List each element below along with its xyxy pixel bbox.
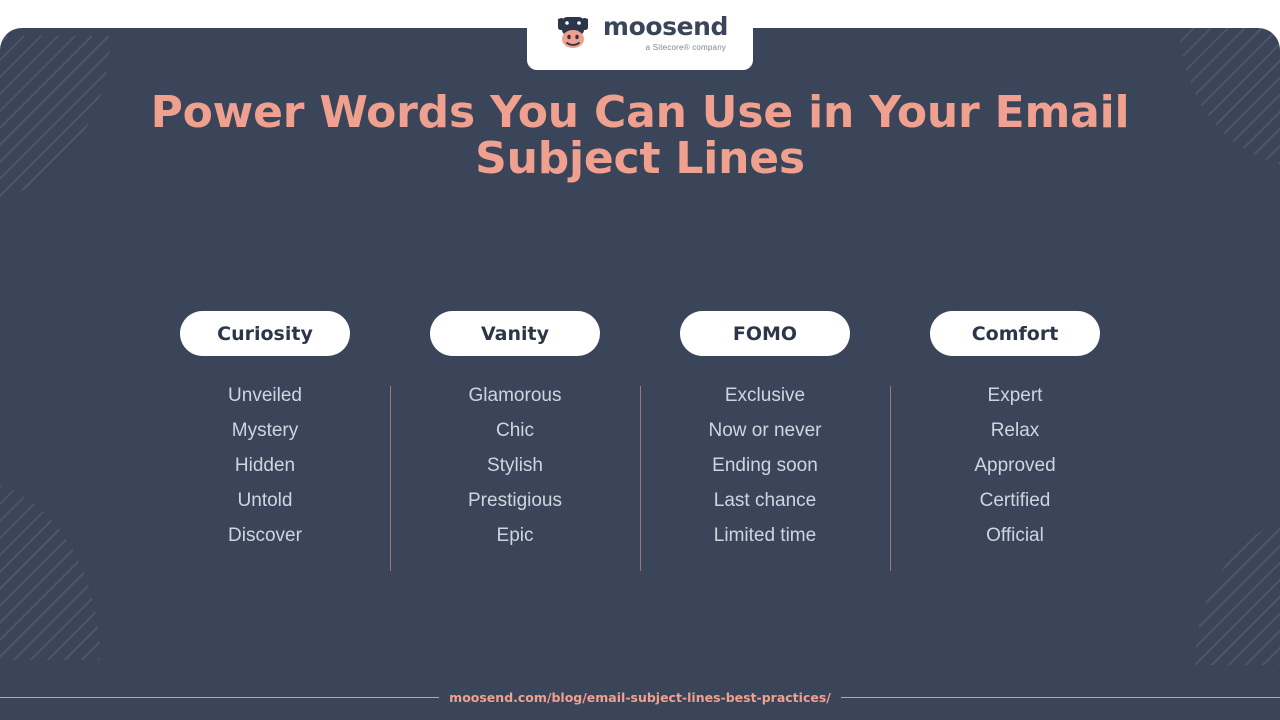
- list-item: Certified: [979, 490, 1051, 511]
- decorative-stripes-bottom-left: [0, 480, 100, 660]
- column-heading-pill: Comfort: [930, 311, 1100, 356]
- decorative-stripes-bottom-right: [1195, 515, 1280, 665]
- list-item: Relax: [990, 420, 1040, 441]
- list-item: Chic: [495, 420, 534, 441]
- decorative-stripes-top-left: [0, 36, 110, 206]
- column-curiosity: [140, 311, 390, 548]
- list-item: Exclusive: [724, 385, 806, 406]
- list-item: Last chance: [713, 490, 817, 511]
- decorative-stripes-top-right: [1180, 28, 1280, 168]
- list-item: Official: [986, 525, 1044, 546]
- column-heading-pill: FOMO: [680, 311, 850, 356]
- word-list: [468, 383, 562, 548]
- word-list: [974, 383, 1055, 548]
- list-item: Ending soon: [712, 455, 818, 476]
- column-heading-pill: Vanity: [430, 311, 600, 356]
- list-item: Hidden: [234, 455, 296, 476]
- list-item: Unveiled: [228, 385, 302, 406]
- list-item: Now or never: [708, 420, 822, 441]
- word-list: [709, 383, 822, 548]
- logo-tagline: a Sitecore® company: [645, 43, 727, 52]
- list-item: Prestigious: [468, 490, 562, 511]
- column-comfort: [890, 311, 1140, 548]
- list-item: Limited time: [713, 525, 817, 546]
- list-item: Glamorous: [468, 385, 562, 406]
- list-item: Epic: [496, 525, 534, 546]
- column-vanity: [390, 311, 640, 548]
- list-item: Expert: [987, 385, 1043, 406]
- list-item: Stylish: [487, 455, 543, 476]
- logo-plaque: [527, 0, 753, 70]
- column-heading-pill: Curiosity: [180, 311, 350, 356]
- footer-divider-left: [0, 697, 439, 698]
- word-list: [228, 383, 302, 548]
- footer-divider-right: [841, 697, 1280, 698]
- list-item: Mystery: [231, 420, 299, 441]
- infographic-board: [0, 28, 1280, 720]
- footer: [0, 686, 1280, 708]
- logo-wordmark: moosend: [602, 12, 729, 41]
- list-item: Untold: [237, 490, 293, 511]
- list-item: Approved: [974, 455, 1056, 476]
- column-fomo: [640, 311, 890, 548]
- page-title: Power Words You Can Use in Your Email Subject Lines: [150, 87, 1130, 184]
- cow-head-icon: [552, 13, 594, 53]
- footer-url[interactable]: moosend.com/blog/email-subject-lines-best-practices/: [449, 689, 831, 705]
- list-item: Discover: [228, 525, 302, 546]
- power-words-columns: [140, 311, 1140, 548]
